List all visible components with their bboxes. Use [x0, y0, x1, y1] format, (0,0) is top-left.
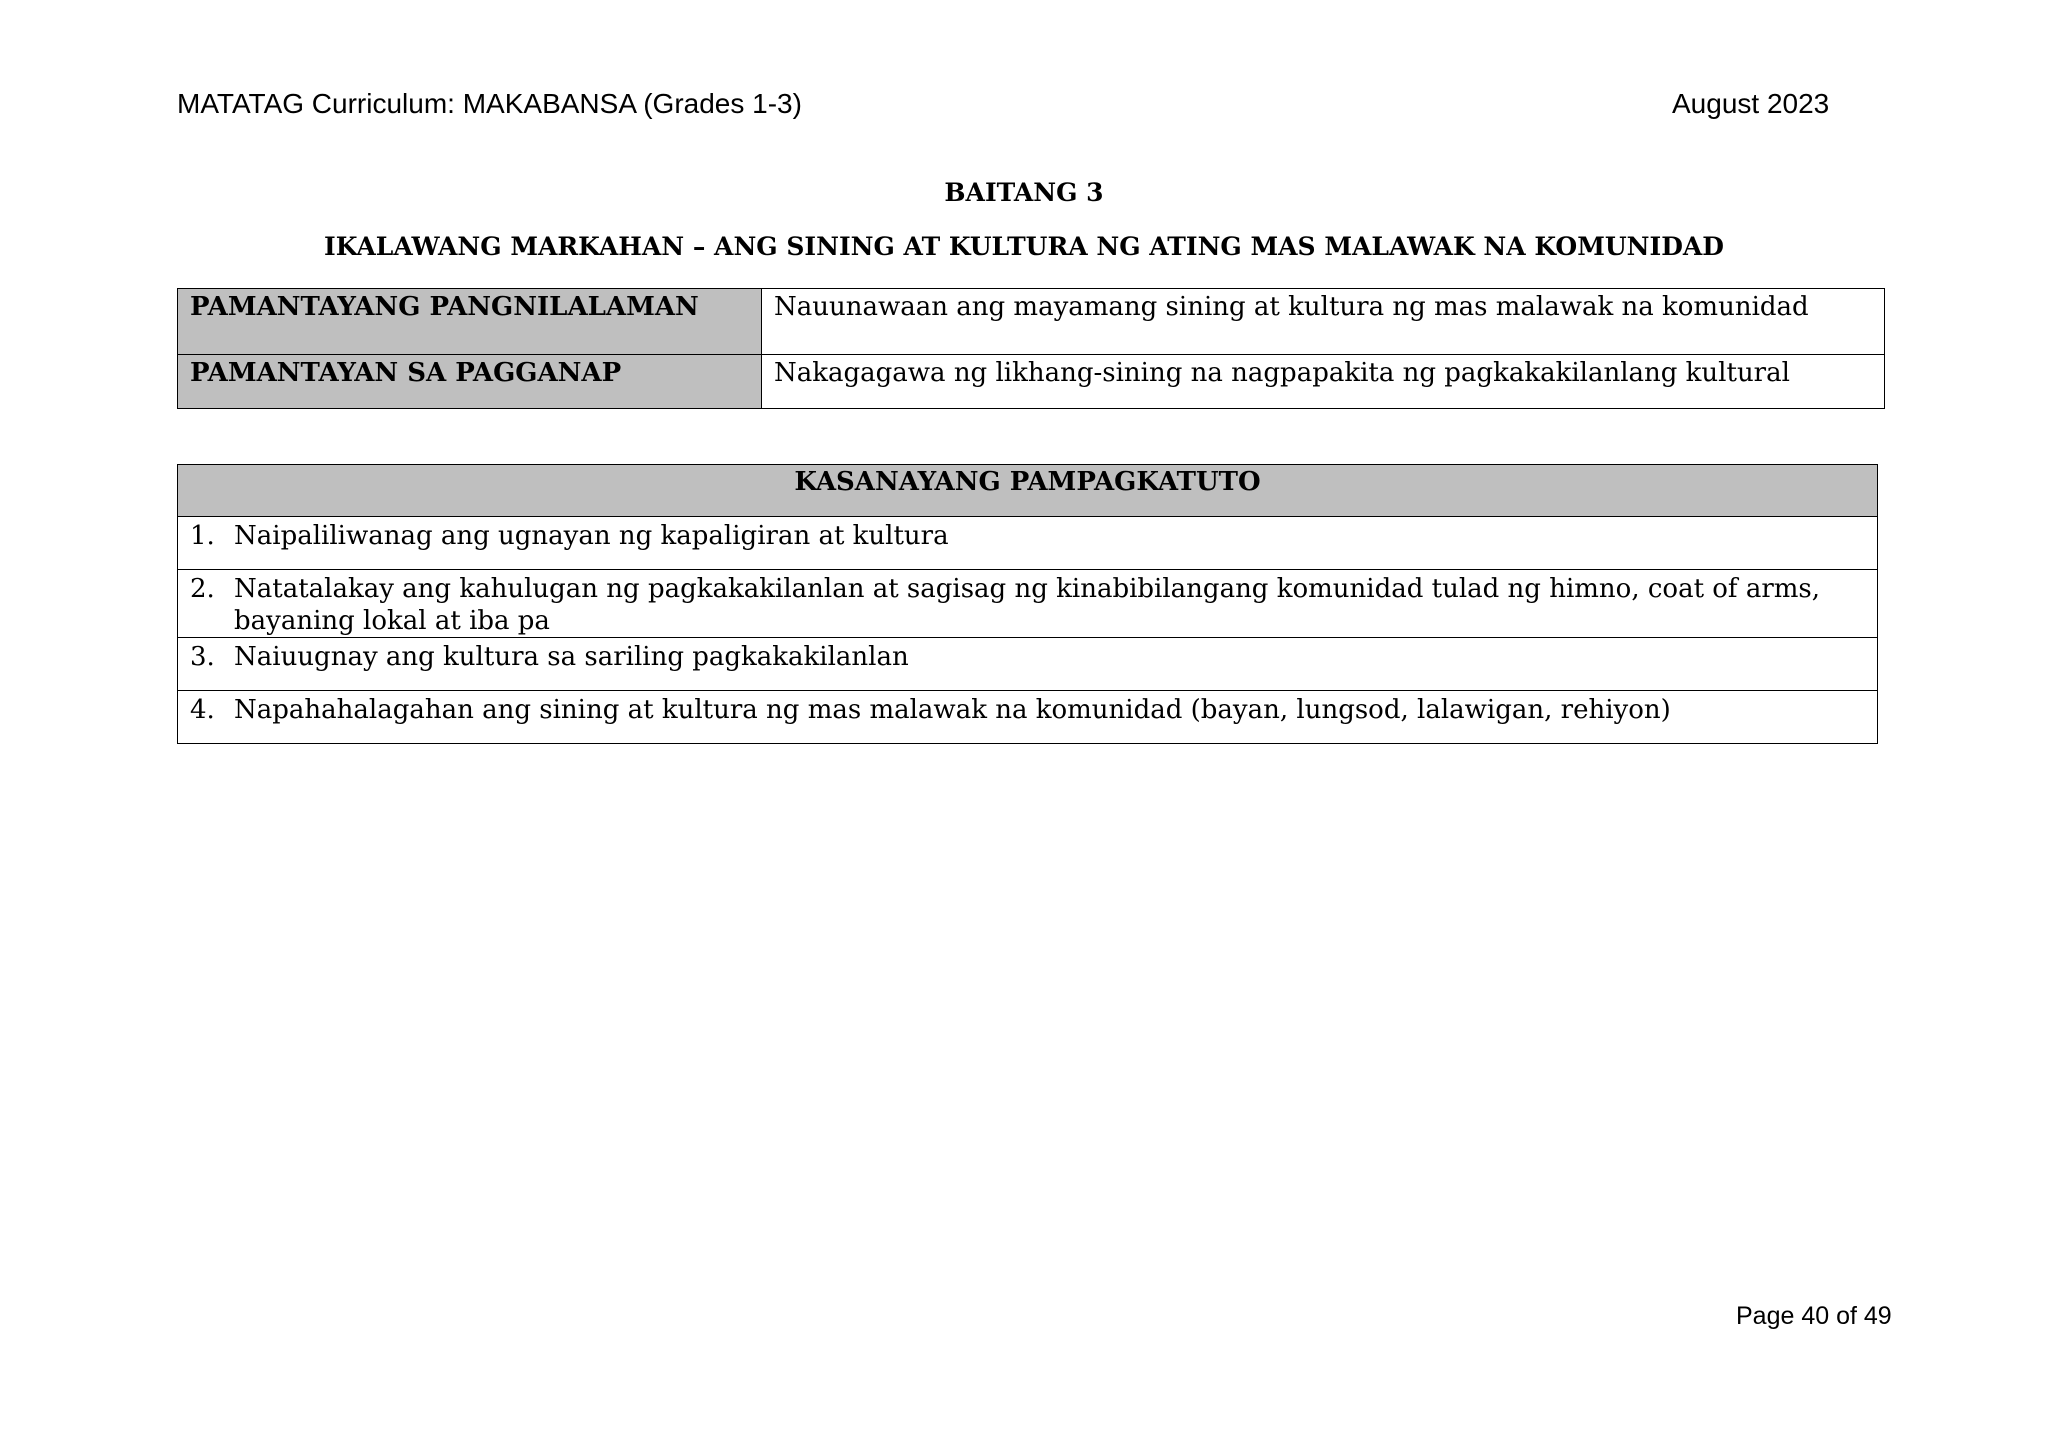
item-number: 3.	[190, 642, 215, 672]
list-item	[190, 694, 1865, 726]
list-item	[190, 641, 1865, 673]
document-header-title: MATATAG Curriculum: MAKABANSA (Grades 1-3)	[177, 88, 802, 119]
grade-title: BAITANG 3	[944, 178, 1104, 207]
page-number: Page 40 of 49	[1736, 1302, 1892, 1330]
item-number: 2.	[190, 574, 215, 604]
item-text: Natatalakay ang kahulugan ng pagkakakilanlan at sagisag ng kinabibilangang komunidad tulad ng himno, coat of arms, bayaning lokal at iba pa	[234, 574, 1821, 636]
standards-row-content	[178, 289, 1885, 355]
competencies-table	[177, 464, 1878, 744]
item-number: 1.	[190, 521, 215, 551]
quarter-title: IKALAWANG MARKAHAN – ANG SINING AT KULTURA NG ATING MAS MALAWAK NA KOMUNIDAD	[324, 232, 1724, 261]
competencies-header-row	[178, 465, 1878, 517]
item-text: Napahahalagahan ang sining at kultura ng mas malawak na komunidad (bayan, lungsod, lalawigan, rehiyon)	[234, 695, 1671, 725]
performance-standard-value: Nakagagawa ng likhang-sining na nagpapakita ng pagkakakilanlang kultural	[762, 355, 1885, 409]
competencies-header: KASANAYANG PAMPAGKATUTO	[178, 465, 1878, 517]
standards-table	[177, 288, 1885, 409]
standards-row-performance	[178, 355, 1885, 409]
item-number: 4.	[190, 695, 215, 725]
table-row	[178, 570, 1878, 638]
item-text: Naipaliliwanag ang ugnayan ng kapaligiran at kultura	[234, 521, 949, 551]
table-row	[178, 638, 1878, 691]
content-standard-value: Nauunawaan ang mayamang sining at kultura ng mas malawak na komunidad	[762, 289, 1885, 355]
table-row	[178, 517, 1878, 570]
competency-cell	[178, 570, 1878, 638]
list-item	[190, 573, 1865, 637]
performance-standard-label: PAMANTAYAN SA PAGGANAP	[178, 355, 762, 409]
competency-cell	[178, 517, 1878, 570]
item-text: Naiuugnay ang kultura sa sariling pagkakakilanlan	[234, 642, 909, 672]
table-row	[178, 691, 1878, 744]
competency-cell	[178, 691, 1878, 744]
document-header-date: August 2023	[1672, 88, 1830, 119]
content-standard-label: PAMANTAYANG PANGNILALAMAN	[178, 289, 762, 355]
competency-cell	[178, 638, 1878, 691]
list-item	[190, 520, 1865, 552]
